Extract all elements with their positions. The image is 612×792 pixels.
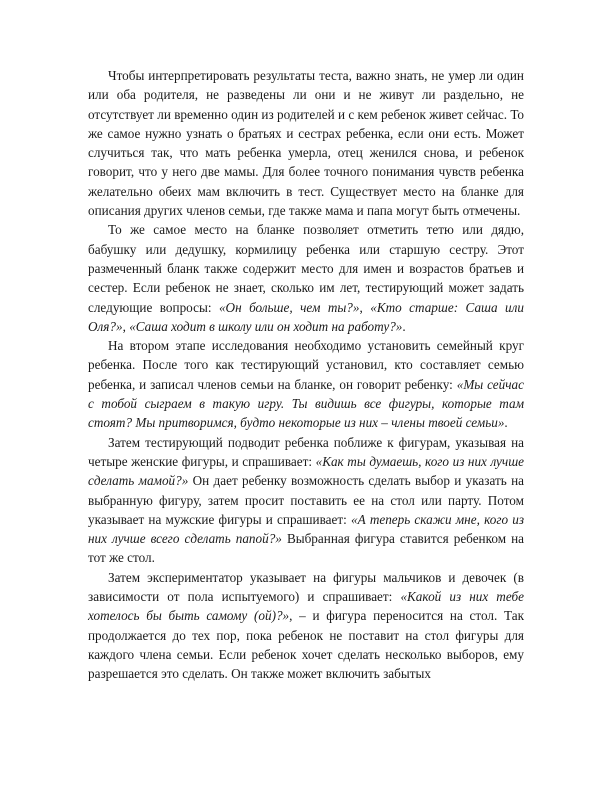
- paragraph-1: [88, 66, 524, 220]
- question-school-or-work: «Саша ходит в школу или он ходит на работу?»: [129, 318, 403, 334]
- paragraph-5-text: Затем экспериментатор указывает на фигуры мальчиков и девочек (в зависимости от пола испытуемого) и спрашивает:: [88, 569, 524, 605]
- question-mother: «Как ты думаешь, кого из них лучше сделать мамой?»: [88, 453, 524, 489]
- paragraph-4-text: Затем тестирующий подводит ребенка поближе к фигурам, указывая на четыре женские фигуры, и спрашивает:: [88, 434, 524, 469]
- paragraph-2-text: То же самое место на бланке позволяет отметить тетю или дядю, бабушку или дедушку, кормилицу ребенка или старшую сестру. Этот размеченный бланк также содержит место для имен и возрастов братьев и сестер. Если ребенок не знает, сколько им лет, тестирующий может задать следующие вопросы:: [88, 222, 524, 315]
- paragraph-4: [88, 433, 524, 568]
- paragraph-4-text-2: Он дает ребенку возможность сделать выбор и указать на выбранную фигуру, затем просит поставить ее на стол или парту. Потом указывает на мужские фигуры и спрашивает:: [88, 473, 524, 527]
- question-who-older: «Кто старше: Саша или Оля?»: [88, 299, 524, 334]
- question-self: «Какой из них тебе хотелось бы быть самому (ой)?»: [88, 589, 524, 624]
- question-father: «А теперь скажи мне, кого из них лучше всего сделать папой?»: [88, 511, 524, 547]
- document-page: [88, 66, 524, 684]
- paragraph-5: [88, 568, 524, 684]
- paragraph-5-text-2: , – и фигура переносится на стол. Так продолжается до тех пор, пока ребенок не поставит на стол фигуры для каждого члена семьи. Если ребенок хочет сделать несколько выборов, ему разрешается это сделать. Он также может включить забытых: [88, 608, 525, 682]
- question-older: «Он больше, чем ты?»: [218, 299, 360, 315]
- separator: ,: [359, 299, 371, 315]
- instruction-game: «Мы сейчас с тобой сыграем в такую игру. Ты видишь все фигуры, которые там стоят? Мы притворимся, будто некоторые из них – члены твоей семьи»: [88, 376, 524, 431]
- period: .: [402, 318, 406, 334]
- paragraph-1-text: Чтобы интерпретировать результаты теста, важно знать, не умер ли один или оба родителя, не разведены ли они и не живут ли раздельно, не отсутствует ли временно один из родителей и с кем ребенок живет сейчас. То же самое нужно узнать о братьях и сестрах ребенка, если они есть. Может случиться так, что мать ребенка умерла, отец женился снова, и ребенок говорит, что у него две мамы. Для более точного понимания чувств ребенка желательно обеих мам включить в тест. Существует место на бланке для описания других членов семьи, где также мама и папа могут быть отмечены.: [88, 68, 524, 219]
- paragraph-2: [88, 220, 524, 336]
- paragraph-3-text: На втором этапе исследования необходимо установить семейный круг ребенка. После того как тестирующий установил, кто составляет семью ребенка, и записал членов семьи на бланке, он говорит ребенку:: [88, 338, 524, 392]
- separator: ,: [122, 318, 130, 334]
- paragraph-4-text-3: Выбранная фигура ставится ребенком на тот же стол.: [88, 531, 524, 566]
- paragraph-3: [88, 336, 524, 432]
- period: .: [504, 415, 508, 431]
